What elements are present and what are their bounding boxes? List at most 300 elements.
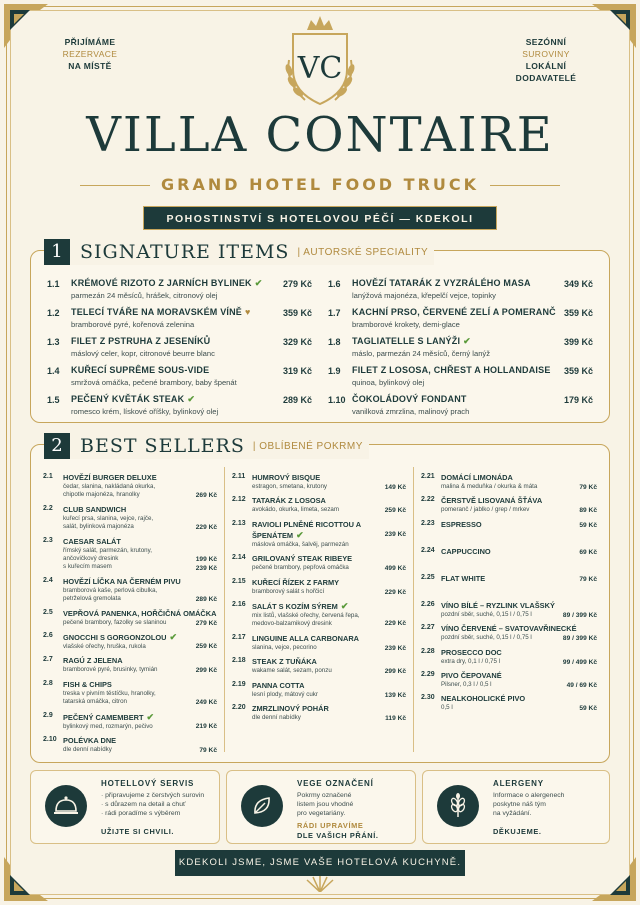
item-description: ančovičkový dresink xyxy=(63,555,119,563)
subtitle-wrap xyxy=(0,175,640,195)
item-name-text: ČOKOLÁDOVÝ FONDANT xyxy=(352,394,467,404)
item-name xyxy=(71,394,195,405)
monogram: VC xyxy=(297,51,343,86)
item-name xyxy=(441,624,597,634)
service-text: · připravujeme z čerstvých surovin · s důrazem na detail a chuť · rádi poradíme s výběrem xyxy=(101,792,205,817)
item-number: 2.16 xyxy=(232,601,246,609)
item-price xyxy=(563,611,597,620)
menu-item xyxy=(43,577,217,604)
item-description: romesco krém, lískové oříšky, bylinkový olej xyxy=(71,407,219,416)
item-price-value: 239 Kč xyxy=(195,565,217,573)
item-price xyxy=(563,634,597,643)
item-price xyxy=(199,746,217,755)
item-name-text: ČERSTVĚ LISOVANÁ ŠŤÁVA xyxy=(441,496,543,506)
item-number: 2.9 xyxy=(43,711,53,719)
item-description: bramborové krokety, demi-glace xyxy=(352,320,460,329)
item-description: slanina, vejce, pecorino xyxy=(252,643,317,651)
item-name-text: GRILOVANÝ STEAK RIBEYE xyxy=(252,554,353,564)
item-name-text: NEALKOHOLICKÉ PIVO xyxy=(441,694,526,704)
item-name-text: VÍNO BÍLÉ – RYZLINK VLAŠSKÝ xyxy=(441,600,555,610)
item-price-value: 499 Kč xyxy=(384,565,406,573)
menu-item xyxy=(232,601,406,629)
allergens-cta: DĚKUJEME. xyxy=(493,827,542,836)
item-price-value: 139 Kč xyxy=(384,691,406,699)
item-description: quinoa, bylinkový olej xyxy=(352,378,425,387)
item-number: 2.18 xyxy=(232,657,246,665)
item-description: pečené brambory, pepřová omáčka xyxy=(252,564,349,572)
corner-ornament-icon xyxy=(4,4,48,48)
item-name-text: FILET Z PSTRUHA Z JESENÍKŮ xyxy=(71,336,211,346)
item-price xyxy=(196,595,217,604)
menu-item xyxy=(328,364,593,393)
item-number: 2.7 xyxy=(43,656,53,664)
item-price xyxy=(579,548,597,557)
item-price-value: 79 Kč xyxy=(579,575,597,583)
leaf-icon: ✔ xyxy=(254,278,263,288)
item-description: chipotle majonéza, hranolky xyxy=(63,491,140,499)
item-price: 319 Kč xyxy=(282,366,312,376)
item-price xyxy=(579,704,597,713)
item-name-text: KACHNÍ PRSO, ČERVENÉ ZELÍ A POMERANČ xyxy=(352,307,556,317)
allergens-box xyxy=(422,770,610,844)
item-name-text: RAVIOLI PLNĚNÉ RICOTTOU A ŠPENÁTEM xyxy=(252,519,361,540)
item-name xyxy=(441,547,597,557)
vege-cta-1: RÁDI UPRAVÍME xyxy=(297,821,364,830)
item-description: vanilková zmrzlina, malinový prach xyxy=(352,407,470,416)
leaf-icon: ✔ xyxy=(169,632,178,643)
item-price-value: 249 Kč xyxy=(195,699,217,707)
item-price-value: 79 Kč xyxy=(579,484,597,491)
leaf-icon: ✔ xyxy=(187,394,196,404)
item-description: mix listů, vlašské ořechy, červená řepa, xyxy=(252,612,360,620)
section-header xyxy=(44,433,369,459)
wine-icon: ♥ xyxy=(245,307,251,317)
item-price xyxy=(196,698,217,707)
item-description: lanýžová majonéza, křepelčí vejce, topinky xyxy=(352,291,496,300)
item-price-value: 69 Kč xyxy=(579,548,597,556)
item-name xyxy=(352,365,551,375)
item-price: 289 Kč xyxy=(282,395,312,405)
item-price xyxy=(196,523,217,532)
item-name-text: HUMROVÝ BISQUE xyxy=(252,473,321,482)
item-number: 2.23 xyxy=(421,519,435,527)
menu-item xyxy=(43,537,217,572)
item-name xyxy=(441,694,597,704)
item-number: 2.20 xyxy=(232,704,246,712)
wheat-icon xyxy=(437,785,479,827)
item-description: máslová omáčka, šalvěj, parmezán xyxy=(252,540,349,548)
item-name xyxy=(441,648,597,658)
item-price xyxy=(196,491,217,500)
item-name-text: TATARÁK Z LOSOSA xyxy=(252,496,326,506)
leaf-icon: ✔ xyxy=(340,601,349,612)
item-name-text: KUŘECÍ ŘÍZEK Z FARMY xyxy=(252,577,340,587)
menu-item xyxy=(232,704,406,722)
item-price-value: 59 Kč xyxy=(579,705,597,713)
leaf-icon: ✔ xyxy=(146,711,155,722)
item-name xyxy=(71,307,251,317)
item-name-text: HOVĚZÍ BURGER DELUXE xyxy=(63,473,157,482)
item-name-text: CAPPUCCINO xyxy=(441,546,491,556)
item-name xyxy=(63,473,217,483)
menu-item xyxy=(47,277,312,306)
menu-item xyxy=(232,496,406,514)
item-description: vlašské ořechy, hruška, rukola xyxy=(63,643,146,651)
item-name-text: POLÉVKA DNE xyxy=(63,736,117,746)
item-description: kuřecí prsa, slanina, vejce, rajče, xyxy=(63,514,154,522)
item-number: 2.8 xyxy=(43,679,53,687)
item-description: petrželová gremolata xyxy=(63,595,121,603)
item-description: avokádo, okurka, limeta, sezam xyxy=(252,506,340,514)
menu-item xyxy=(421,671,597,689)
item-name-text: FILET Z LOSOSA, CHŘEST A HOLLANDAISE xyxy=(352,365,551,375)
corner-ornament-icon xyxy=(592,857,636,901)
item-price-value: 99 / 499 Kč xyxy=(562,658,597,666)
item-price-value: 89 / 399 Kč xyxy=(562,635,597,643)
allergens-title: ALERGENY xyxy=(493,779,544,788)
item-number: 2.17 xyxy=(232,633,246,641)
item-name-text: CAESAR SALÁT xyxy=(63,536,121,546)
signature-items-section xyxy=(30,241,610,423)
item-number: 1.4 xyxy=(47,366,60,376)
item-name-text: FISH & CHIPS xyxy=(63,679,112,689)
item-name-text: STEAK Z TUŇÁKA xyxy=(252,657,317,667)
item-name xyxy=(441,473,597,483)
item-price-value: 239 Kč xyxy=(384,530,406,538)
item-description: wakame salát, sezam, ponzu xyxy=(252,667,332,675)
item-description: bramborové pyré, brusinky, tymián xyxy=(63,666,158,674)
item-description: pozdní sběr, suché, 0,15 l / 0,75 l xyxy=(441,634,532,642)
item-price-value: 89 Kč xyxy=(579,507,597,515)
item-name xyxy=(63,736,217,746)
item-price: 399 Kč xyxy=(563,337,593,347)
menu-item xyxy=(421,547,597,569)
item-price xyxy=(385,691,406,700)
item-description: 0,5 l xyxy=(441,704,453,712)
item-price xyxy=(196,666,217,675)
item-description: dle denní nabídky xyxy=(252,714,301,722)
item-name-text: ZMRZLINOVÝ POHÁR xyxy=(252,704,329,714)
menu-item xyxy=(421,648,597,666)
menu-item xyxy=(232,520,406,549)
item-name-text: KRÉMOVÉ RIZOTO Z JARNÍCH BYLINEK xyxy=(71,278,252,288)
item-description: pečené brambory, fazolky se slaninou xyxy=(63,618,167,626)
item-price xyxy=(196,642,217,651)
item-price xyxy=(385,714,406,723)
item-price xyxy=(579,506,597,515)
item-description: parmezán 24 měsíců, hrášek, citronový olej xyxy=(71,291,218,300)
item-name xyxy=(441,520,597,530)
signature-right-column xyxy=(328,277,593,422)
item-price xyxy=(196,722,217,731)
item-name xyxy=(252,704,406,714)
item-description: bramborový salát s hořčicí xyxy=(252,587,325,595)
item-price-value: 229 Kč xyxy=(195,524,217,532)
item-price: 359 Kč xyxy=(563,366,593,376)
section-number: 2 xyxy=(44,433,70,459)
menu-item xyxy=(421,574,597,596)
item-price xyxy=(563,658,597,667)
item-price-value: 89 / 399 Kč xyxy=(562,611,597,619)
item-name xyxy=(252,601,406,612)
item-name xyxy=(63,632,217,643)
item-description: salát, bylinková majonéza xyxy=(63,523,134,531)
item-description: extra dry, 0,1 l / 0,75 l xyxy=(441,657,501,665)
item-number: 2.24 xyxy=(421,546,435,554)
menu-item xyxy=(47,393,312,422)
page-title: VILLA CONTAIRE xyxy=(86,107,554,163)
item-name xyxy=(252,657,406,667)
item-name xyxy=(441,671,597,681)
column-divider xyxy=(413,467,414,752)
item-name-text: VEPŘOVÁ PANENKA, HOŘČIČNÁ OMÁČKA xyxy=(63,608,217,618)
menu-item xyxy=(421,694,597,712)
item-name xyxy=(71,336,210,346)
leaf-icon xyxy=(241,785,283,827)
bottom-banner: KDEKOLI JSME, JSME VAŠE HOTELOVÁ KUCHYNĚ. xyxy=(175,850,465,876)
section-title: BEST SELLERS xyxy=(80,435,245,457)
item-price-value: 229 Kč xyxy=(384,588,406,596)
menu-item xyxy=(47,335,312,364)
item-price: 349 Kč xyxy=(563,279,593,289)
item-name-text: HOVĚZÍ LÍČKA NA ČERNÉM PIVU xyxy=(63,576,181,586)
item-number: 2.2 xyxy=(43,504,53,512)
item-name xyxy=(71,365,209,375)
allergens-text: Informace o alergenech poskytne náš tým na vyžádání. xyxy=(493,792,565,817)
menu-item xyxy=(47,364,312,393)
section-subtitle: | AUTORSKÉ SPECIALITY xyxy=(297,246,429,258)
item-number: 2.25 xyxy=(421,573,435,581)
item-name xyxy=(252,634,406,644)
menu-item xyxy=(232,681,406,699)
item-price-value: 259 Kč xyxy=(384,507,406,515)
item-name xyxy=(252,681,406,691)
item-name xyxy=(352,278,531,288)
menu-item xyxy=(232,657,406,675)
item-price-value: 289 Kč xyxy=(195,596,217,604)
menu-item xyxy=(43,680,217,707)
item-price xyxy=(385,506,406,515)
item-price xyxy=(385,619,406,628)
menu-item xyxy=(232,578,406,596)
item-name-text: SALÁT S KOZÍM SÝREM xyxy=(252,602,338,612)
item-description: medovo-balzamikový dresink xyxy=(252,620,332,628)
item-price xyxy=(579,483,597,492)
item-name xyxy=(252,473,406,483)
item-name-text: PANNA COTTA xyxy=(252,680,305,690)
item-name-text: KUŘECÍ SUPRÊME SOUS-VIDE xyxy=(71,365,210,375)
item-description: treska v pivním těstíčku, hranolky, xyxy=(63,689,156,697)
item-name-text: FLAT WHITE xyxy=(441,573,486,583)
item-name xyxy=(352,336,471,347)
item-price xyxy=(579,521,597,530)
menu-item xyxy=(421,496,597,514)
item-number: 2.26 xyxy=(421,600,435,608)
menu-item xyxy=(232,473,406,491)
item-price-value: 229 Kč xyxy=(384,620,406,628)
item-name xyxy=(63,680,217,690)
item-price xyxy=(385,667,406,676)
item-description: estragon, smetana, krutony xyxy=(252,483,327,490)
menu-item xyxy=(43,712,217,731)
seasonal-note: SEZÓNNÍ SUROVINY LOKÁLNÍ DODAVATELÉ xyxy=(515,37,577,83)
item-price-value: 269 Kč xyxy=(195,492,217,500)
item-description: čedar, slanina, nakládaná okurka, xyxy=(63,483,156,490)
item-number: 1.10 xyxy=(328,395,346,405)
item-price-value: 119 Kč xyxy=(385,715,406,723)
item-name xyxy=(71,278,263,289)
item-number: 2.13 xyxy=(232,519,246,527)
menu-item xyxy=(43,505,217,532)
item-price-value: 49 / 69 Kč xyxy=(566,682,597,690)
item-price-value: 259 Kč xyxy=(195,643,217,651)
item-description: tatarská omáčka, citron xyxy=(63,698,127,706)
item-price-value: 219 Kč xyxy=(195,722,217,730)
item-name-text: LINGUINE ALLA CARBONARA xyxy=(252,633,360,643)
menu-item xyxy=(232,634,406,652)
item-description: máslový celer, kopr, citronové beurre blanc xyxy=(71,349,215,358)
item-price xyxy=(196,619,217,628)
menu-item xyxy=(421,624,597,642)
best-sellers-column-mains xyxy=(232,473,406,727)
menu-item xyxy=(328,277,593,306)
item-description: smržová omáčka, pečené brambory, baby špenát xyxy=(71,378,237,387)
item-name-text: ESPRESSO xyxy=(441,519,482,529)
item-description: malina & meduňka / okurka & máta xyxy=(441,483,538,490)
item-name xyxy=(63,712,217,723)
item-number: 2.15 xyxy=(232,577,246,585)
item-number: 2.30 xyxy=(421,694,435,702)
item-number: 1.9 xyxy=(328,366,341,376)
item-number: 1.7 xyxy=(328,308,341,318)
item-description: bylinkový med, rozmarýn, pečivo xyxy=(63,722,153,730)
item-price xyxy=(385,483,406,492)
item-name-text: CLUB SANDWICH xyxy=(63,504,127,514)
item-name xyxy=(441,574,597,584)
menu-item xyxy=(328,306,593,335)
item-price: 329 Kč xyxy=(282,337,312,347)
item-number: 1.2 xyxy=(47,308,60,318)
item-price xyxy=(196,555,217,573)
menu-item xyxy=(47,306,312,335)
item-price xyxy=(385,564,406,573)
item-price xyxy=(579,575,597,584)
item-number: 2.10 xyxy=(43,736,57,744)
item-number: 2.14 xyxy=(232,554,246,562)
item-number: 2.6 xyxy=(43,632,53,640)
item-description: pomeranč / jablko / grep / mrkev xyxy=(441,506,530,514)
item-number: 2.22 xyxy=(421,496,435,504)
item-name xyxy=(352,307,556,317)
item-name xyxy=(441,601,597,611)
item-number: 2.19 xyxy=(232,680,246,688)
item-number: 1.3 xyxy=(47,337,60,347)
item-price-value: 59 Kč xyxy=(579,521,597,529)
menu-item xyxy=(43,473,217,500)
item-number: 2.21 xyxy=(421,473,435,480)
column-divider xyxy=(224,467,225,752)
item-price-value: 279 Kč xyxy=(195,619,217,627)
item-number: 2.12 xyxy=(232,496,246,504)
best-sellers-column-food xyxy=(43,473,217,760)
item-name xyxy=(252,520,406,541)
item-price-value: 79 Kč xyxy=(199,747,217,755)
item-name xyxy=(441,496,597,506)
service-cta: UŽIJTE SI CHVILI. xyxy=(101,827,175,836)
vege-text: Pokrmy označené listem jsou vhodné pro vegetariány. xyxy=(297,792,354,817)
item-number: 2.27 xyxy=(421,624,435,632)
section-number: 1 xyxy=(44,239,70,265)
hotel-service-box xyxy=(30,770,220,844)
menu-item xyxy=(43,736,217,754)
item-name xyxy=(252,554,406,564)
item-name xyxy=(352,394,467,404)
item-name xyxy=(63,537,217,547)
item-description: římský salát, parmezán, krutony, xyxy=(63,546,152,554)
item-name xyxy=(252,578,406,588)
item-number: 2.1 xyxy=(43,473,53,480)
section-header xyxy=(44,239,434,265)
item-number: 2.5 xyxy=(43,608,53,616)
item-description: bramborové pyré, kořenová zelenina xyxy=(71,320,195,329)
item-name xyxy=(63,656,217,666)
menu-item xyxy=(232,554,406,572)
item-description: bramborová kaše, perlová cibulka, xyxy=(63,586,158,594)
item-name-text: TELECÍ TVÁŘE NA MORAVSKÉM VÍNĚ xyxy=(71,307,243,317)
best-sellers-column-drinks xyxy=(421,473,597,718)
item-description: pozdní sběr, suché, 0,15 l / 0,75 l xyxy=(441,610,532,618)
corner-ornament-icon xyxy=(4,857,48,901)
item-name-text: RAGÚ Z JELENA xyxy=(63,656,123,666)
item-name-text: HOVĚZÍ TATARÁK Z VYZRÁLÉHO MASA xyxy=(352,278,531,288)
item-number: 2.29 xyxy=(421,671,435,679)
item-price xyxy=(385,644,406,653)
item-number: 1.6 xyxy=(328,279,341,289)
item-description: s kuřecím masem xyxy=(63,563,112,571)
item-price-value: 149 Kč xyxy=(384,484,406,491)
item-name xyxy=(63,609,217,619)
item-description: lesní plody, mátový cukr xyxy=(252,690,318,698)
section-title: SIGNATURE ITEMS xyxy=(80,241,290,263)
tagline-banner: POHOSTINSTVÍ S HOTELOVOU PÉČÍ — KDEKOLI xyxy=(143,206,497,230)
item-name-text: DOMÁCÍ LIMONÁDA xyxy=(441,473,513,482)
corner-ornament-icon xyxy=(592,4,636,48)
item-number: 1.5 xyxy=(47,395,60,405)
reservation-note: PŘIJÍMÁME REZERVACE NA MÍSTĚ xyxy=(62,37,118,71)
item-price: 359 Kč xyxy=(563,308,593,318)
crest-logo xyxy=(283,12,357,112)
item-price: 359 Kč xyxy=(282,308,312,318)
item-price xyxy=(385,530,406,539)
fan-ornament-icon xyxy=(305,876,335,892)
section-subtitle: | OBLÍBENÉ POKRMY xyxy=(252,440,363,452)
vege-box xyxy=(226,770,416,844)
item-price: 279 Kč xyxy=(282,279,312,289)
item-price xyxy=(385,588,406,597)
item-name-text: PROSECCO DOC xyxy=(441,647,502,657)
item-name-text: PEČENÝ KVĚTÁK STEAK xyxy=(71,394,185,404)
item-description: dle denní nabídky xyxy=(63,746,112,754)
item-price xyxy=(567,681,597,690)
menu-item xyxy=(328,393,593,422)
menu-item xyxy=(421,601,597,619)
menu-item xyxy=(43,632,217,651)
menu-item xyxy=(43,609,217,627)
item-price-value: 299 Kč xyxy=(195,667,217,675)
item-name xyxy=(252,496,406,506)
item-name xyxy=(63,577,217,587)
menu-item xyxy=(328,335,593,364)
